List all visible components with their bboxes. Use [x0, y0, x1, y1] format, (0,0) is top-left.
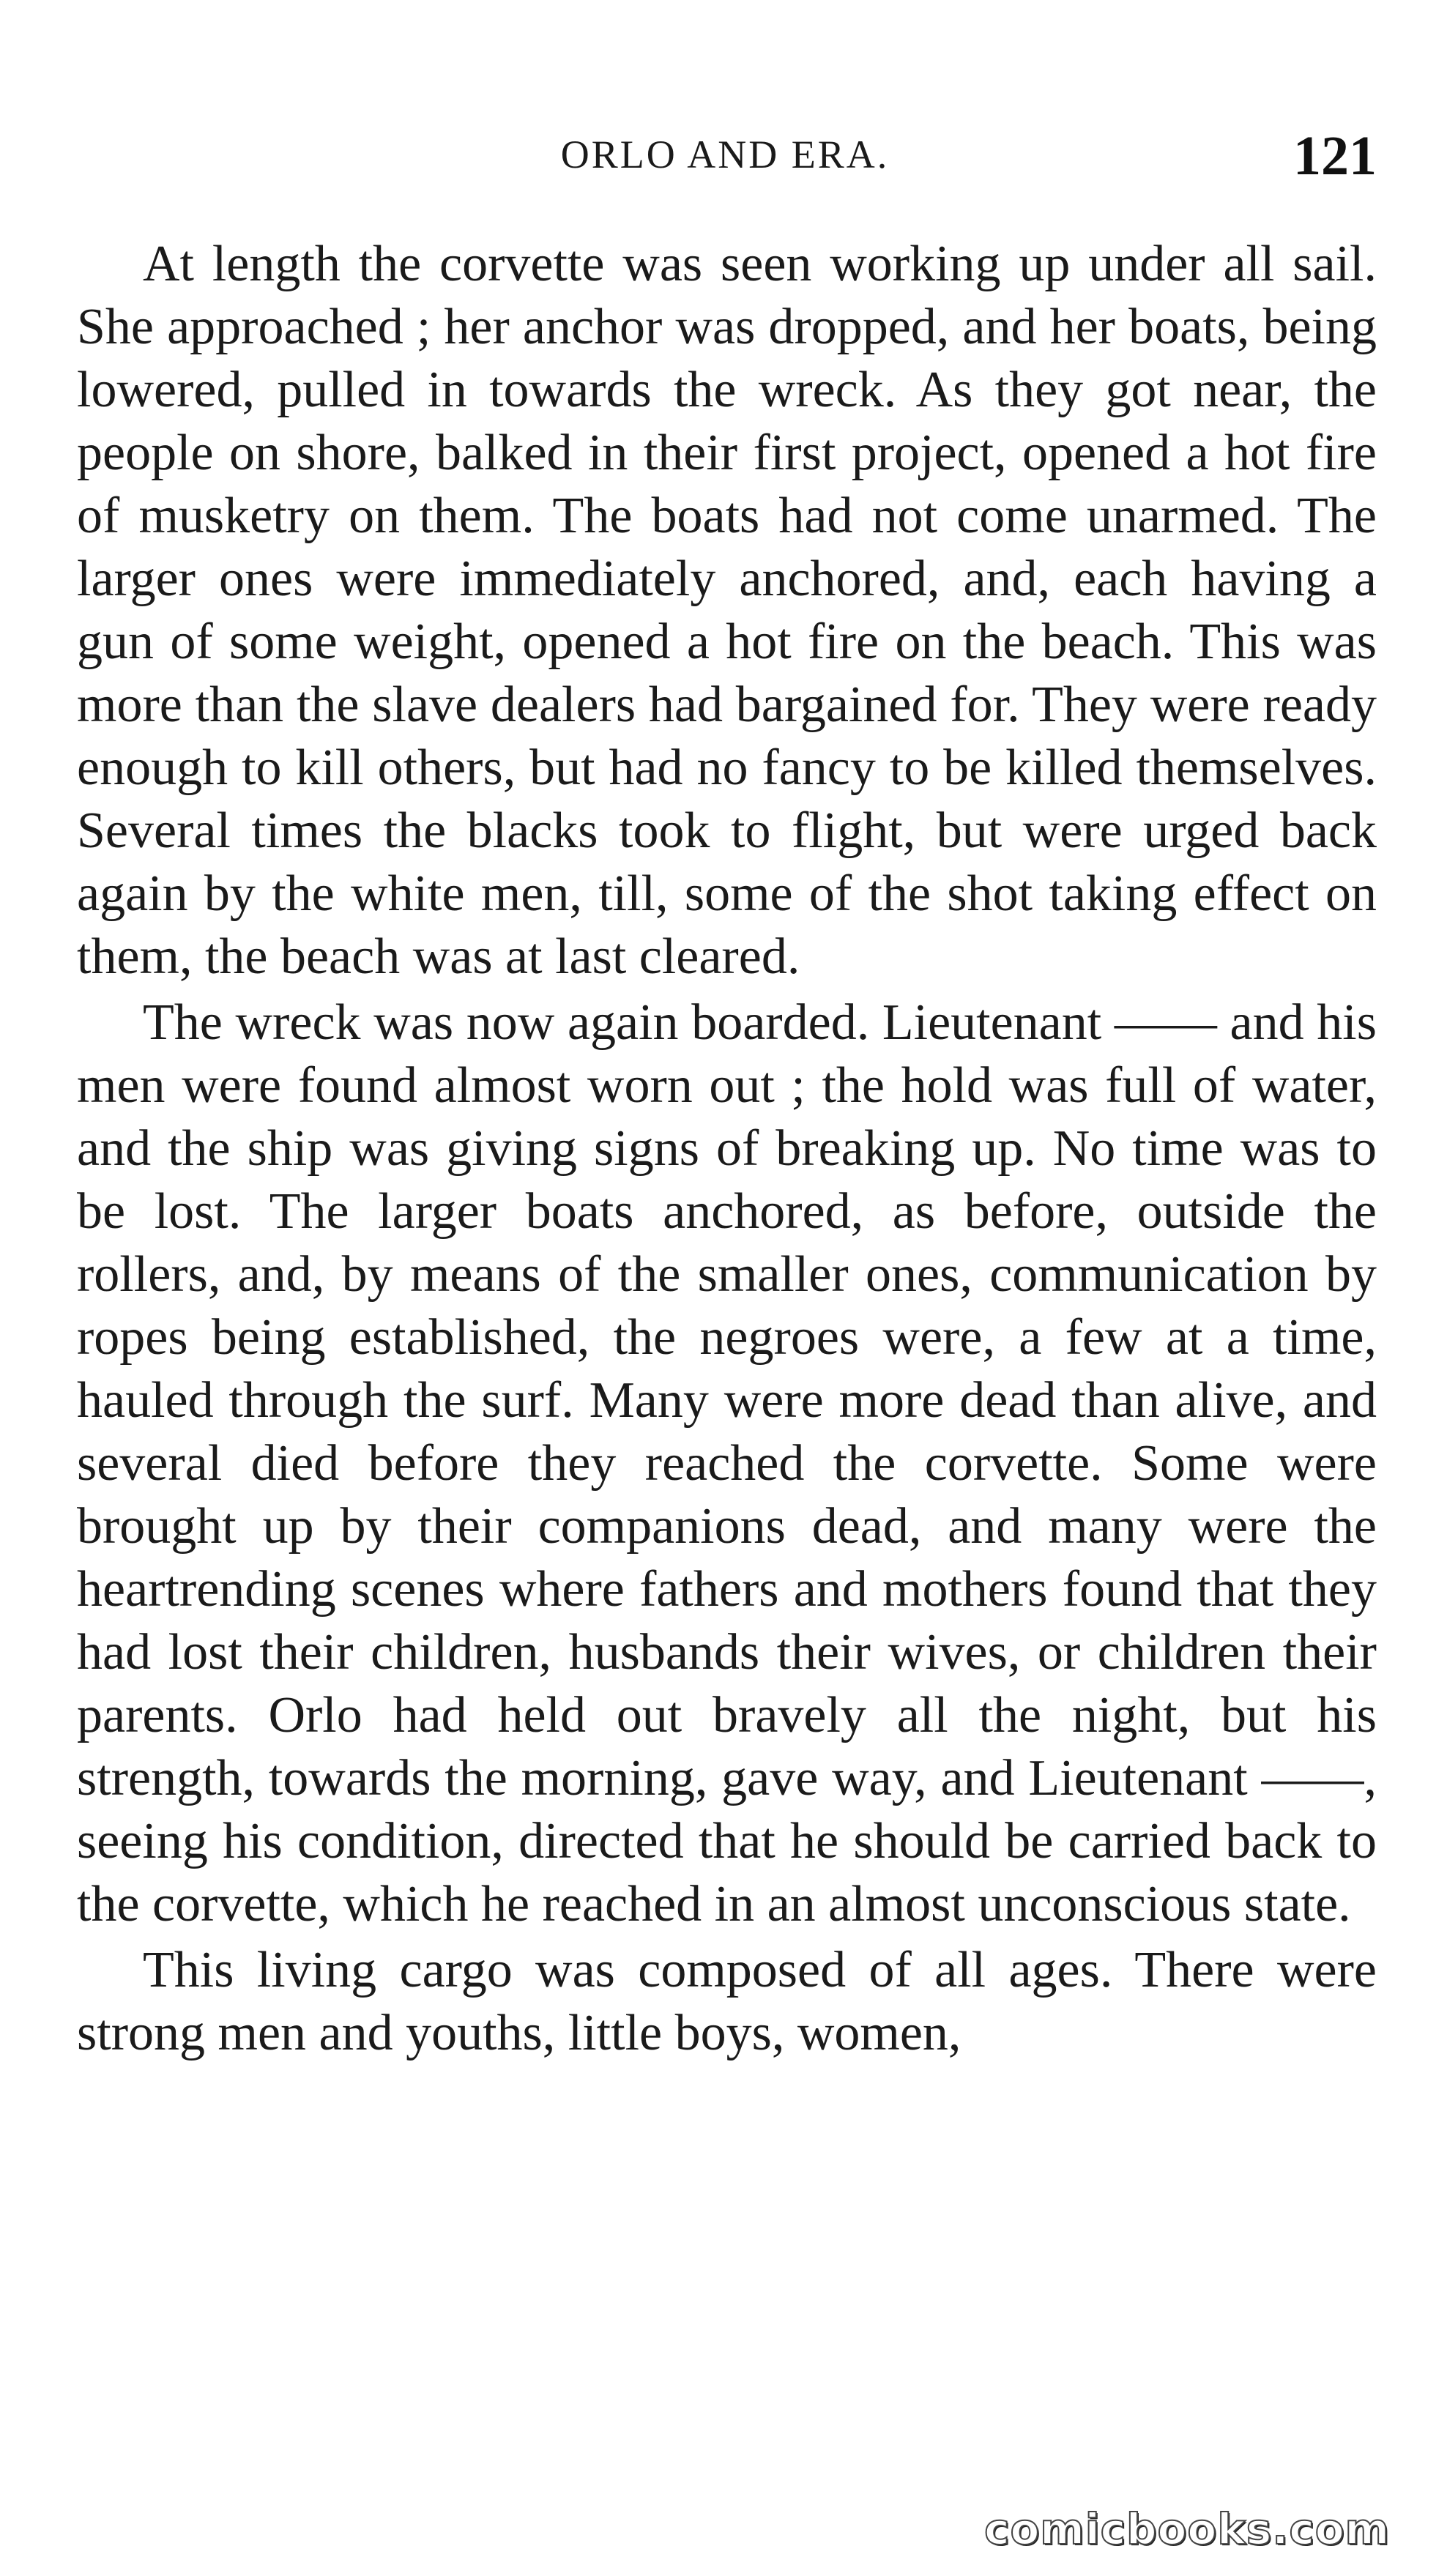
paragraph: This living cargo was composed of all ages. There were strong men and youths, little boys, women,: [77, 1942, 1377, 2061]
watermark: comicbooks.com: [984, 2504, 1390, 2554]
body-text: [77, 233, 1377, 2065]
page-number: 121: [1293, 125, 1377, 187]
running-head: ORLO AND ERA.: [560, 133, 890, 176]
page-header: [73, 124, 1377, 190]
paragraph: The wreck was now again boarded. Lieutenant —— and his men were found almost worn out ; the hold was full of water, and the ship was giving signs of breaking up. No time was to be lost. The larger boats anchored, as before, outside the rollers, and, by means of the smaller ones, communication by ropes being established, the negroes were, a few at a time, hauled through the surf. Many were more dead than alive, and several died before they reached the corvette. Some were brought up by their companions dead, and many were the heartrending scenes where fathers and mothers found that they had lost their children, husbands their wives, or children their parents. Orlo had held out bravely all the night, but his strength, towards the morning, gave way, and Lieutenant ——, seeing his condition, directed that he should be carried back to the corvette, which he reached in an almost unconscious state.: [77, 994, 1377, 1932]
paragraph: At length the corvette was seen working up under all sail. She approached ; her anchor was dropped, and her boats, being lowered, pulled in towards the wreck. As they got near, the people on shore, balked in their first project, opened a hot fire of musketry on them. The boats had not come unarmed. The larger ones were immediately anchored, and, each having a gun of some weight, opened a hot fire on the beach. This was more than the slave dealers had bargained for. They were ready enough to kill others, but had no fancy to be killed themselves. Several times the blacks took to flight, but were urged back again by the white men, till, some of the shot taking effect on them, the beach was at last cleared.: [77, 236, 1377, 985]
